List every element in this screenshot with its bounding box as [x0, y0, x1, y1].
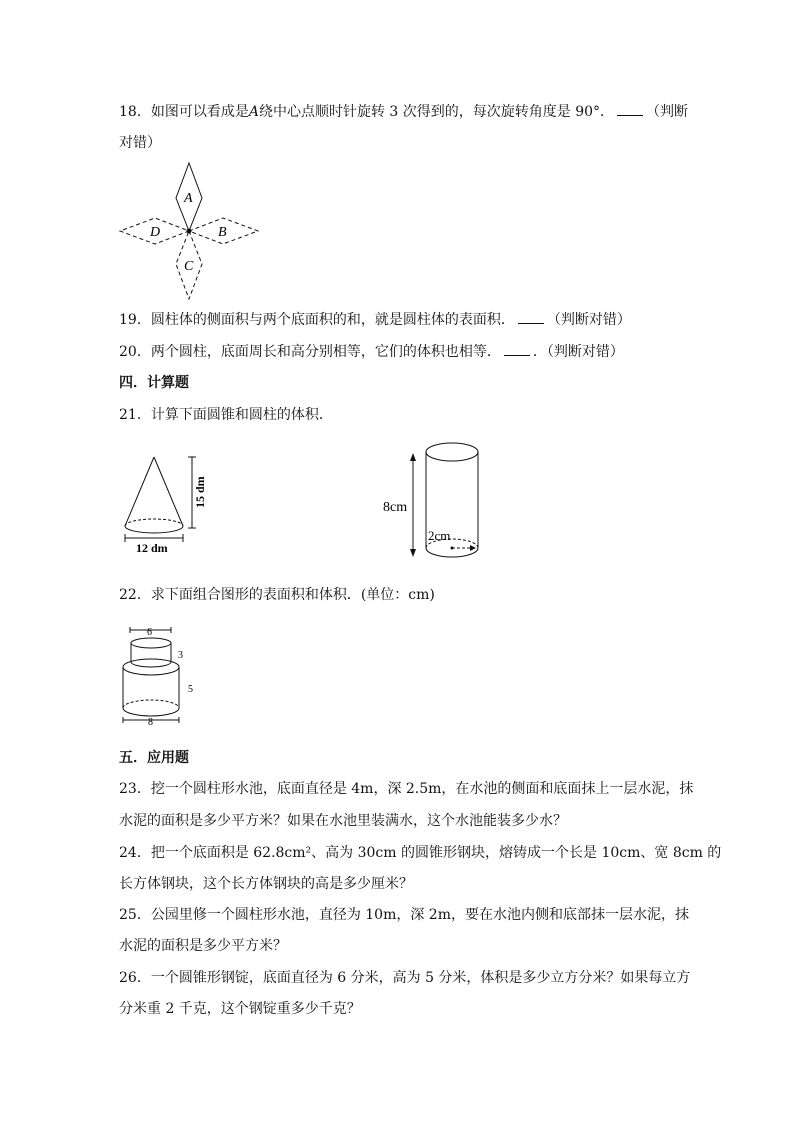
- q26-line1: 26．一个圆锥形钢锭，底面直径为 6 分米，高为 5 分米，体积是多少立方分米？如果每立方: [119, 970, 691, 986]
- rotation-rhombus-figure: [118, 158, 263, 303]
- q25-line2: 水泥的面积是多少平方米？: [119, 938, 287, 954]
- q18-letter: A: [248, 104, 259, 120]
- answer-blank[interactable]: [518, 311, 544, 324]
- q24-line1: 24．把一个底面积是 62.8cm²、高为 30cm 的圆锥形钢块，熔铸成一个长是 10cm、宽 8cm 的: [119, 845, 722, 861]
- q18-suffix: （判断: [646, 104, 689, 120]
- q19-text: 19．圆柱体的侧面积与两个底面积的和，就是圆柱体的表面积．: [119, 312, 515, 328]
- q18-prefix: 18．如图可以看成是: [119, 104, 249, 120]
- q23-line1: 23．挖一个圆柱形水池，底面直径是 4m，深 2.5m，在水池的侧面和底面抹上一层水泥，抹: [119, 781, 694, 797]
- q22-line: 22．求下面组合图形的表面积和体积．(单位：cm): [119, 587, 435, 603]
- cone-figure: [118, 452, 218, 557]
- cone-diameter-label: 12 dm: [136, 541, 168, 555]
- q24-line2: 长方体钢块，这个长方体钢块的高是多少厘米？: [119, 876, 413, 892]
- composite-cylinder-figure: [116, 620, 206, 735]
- label-d: D: [150, 225, 161, 240]
- top-diameter-label: 6: [147, 627, 152, 638]
- top-height-label: 3: [178, 650, 183, 661]
- q18-line1: [119, 102, 688, 122]
- q20-text: 20．两个圆柱，底面周长和高分别相等，它们的体积也相等．: [119, 344, 501, 360]
- cylinder-figure: [380, 435, 490, 565]
- answer-blank[interactable]: [617, 103, 643, 116]
- section-heading-calc: 四．计算题: [119, 375, 189, 391]
- answer-blank[interactable]: [504, 343, 530, 356]
- q23-line2: 水泥的面积是多少平方米？如果在水池里装满水，这个水池能装多少水？: [119, 813, 567, 829]
- q19-line: [119, 310, 631, 330]
- q18-middle: 绕中心点顺时针旋转 3 次得到的，每次旋转角度是 90°．: [258, 104, 615, 120]
- cylinder-radius-label: 2cm: [428, 528, 451, 543]
- q25-line1: 25．公园里修一个圆柱形水池，直径为 10m，深 2m，要在水池内侧和底部抹一层水泥，抹: [119, 907, 689, 923]
- cylinder-height-label: 8cm: [383, 500, 408, 515]
- q21-line: 21．计算下面圆锥和圆柱的体积．: [119, 407, 333, 423]
- q26-line2: 分米重 2 千克，这个钢锭重多少千克？: [119, 1001, 361, 1017]
- section-heading-application: 五．应用题: [119, 750, 189, 766]
- bottom-diameter-label: 8: [148, 717, 153, 728]
- center-point: [187, 229, 192, 234]
- label-a: A: [184, 191, 193, 206]
- q20-suffix: ．（判断对错）: [532, 344, 624, 360]
- label-c: C: [184, 259, 194, 274]
- label-b: B: [218, 225, 227, 240]
- bottom-height-label: 5: [188, 684, 193, 695]
- q19-suffix: （判断对错）: [546, 312, 631, 328]
- cone-height-label: 15 dm: [193, 476, 207, 508]
- q20-line: [119, 342, 624, 362]
- q18-line2: 对错）: [119, 135, 161, 151]
